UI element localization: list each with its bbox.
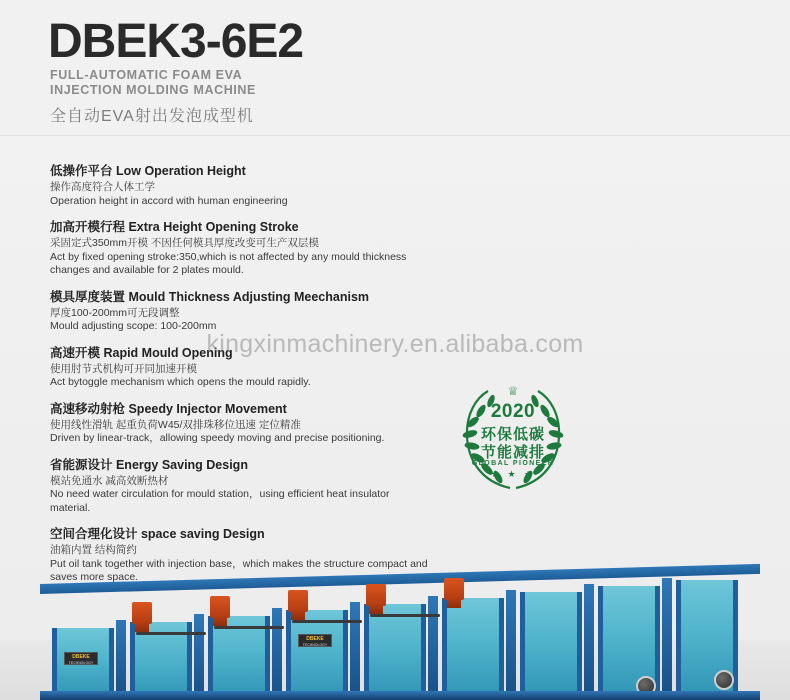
seal-line1: 环保低碳 xyxy=(480,426,545,443)
feature-desc-cn: 模站免通水 减高效断热材 xyxy=(50,474,169,487)
feature-list xyxy=(50,163,430,596)
machine-assembly xyxy=(40,570,760,700)
crown-icon: ♕ xyxy=(507,384,519,398)
feature-desc-cn: 使用线性滑轨 起重负荷W45/双排珠移位迅速 定位精准 xyxy=(50,418,301,431)
mould-station xyxy=(520,592,582,700)
support-post xyxy=(272,608,282,700)
hydraulic-pipe xyxy=(292,620,362,623)
watermark-text: kingxinmachinery.en.alibaba.com xyxy=(206,330,584,358)
page-title: DBEK3-6E2 xyxy=(48,15,304,68)
feature-desc-en: Driven by linear-track，allowing speedy moving and precise positioning. xyxy=(50,432,385,444)
feature-item xyxy=(50,401,430,446)
feature-item xyxy=(50,219,430,278)
seal-line2: 节能减排 xyxy=(480,444,545,461)
feature-desc-en: No need water circulation for mould station，using efficient heat insulator material. xyxy=(50,488,390,514)
feature-desc-en: Mould adjusting scope: 100-200mm xyxy=(50,320,217,332)
hydraulic-pipe xyxy=(214,626,284,629)
nameplate xyxy=(298,634,332,647)
feature-title: 低操作平台 Low Operation Height xyxy=(50,164,246,178)
page-header xyxy=(0,0,790,136)
feature-desc-cn: 操作高度符合人体工学 xyxy=(50,181,155,193)
feature-item xyxy=(50,163,430,208)
subtitle-english-line2: INJECTION MOLDING MACHINE xyxy=(50,83,256,97)
feature-title: 高速移动射枪 Speedy Injector Movement xyxy=(50,401,287,416)
support-post xyxy=(194,614,204,700)
material-hopper xyxy=(288,590,308,612)
feature-title: 省能源设计 Energy Saving Design xyxy=(50,457,248,472)
feature-item xyxy=(50,345,430,390)
mould-station xyxy=(442,598,504,700)
feature-desc-cn: 厚度100-200mm可无段调整 xyxy=(50,306,180,319)
feature-title: 空间合理化设计 space saving Design xyxy=(50,527,265,541)
feature-title: 高速开模 Rapid Mould Opening xyxy=(50,345,233,360)
handwheel xyxy=(714,670,734,690)
machine-photo xyxy=(0,540,790,700)
support-post xyxy=(584,584,594,700)
nameplate-line1: DBEKE xyxy=(306,636,324,642)
feature-desc-en: Operation height in accord with human engineering xyxy=(50,194,288,207)
seal-year: 2020 xyxy=(490,401,536,422)
mould-station xyxy=(286,610,348,700)
subtitle-english xyxy=(50,68,410,98)
material-hopper xyxy=(132,602,152,624)
material-hopper xyxy=(210,596,230,618)
hydraulic-pipe xyxy=(136,632,206,635)
feature-desc-en: Act by fixed opening stroke:350,which is not affected by any mould thickness changes and available for 2 plates mould. xyxy=(50,250,407,276)
feature-item xyxy=(50,289,430,334)
mould-station xyxy=(364,604,426,700)
support-post xyxy=(350,602,360,700)
feature-desc-en: Put oil tank together with injection base，which makes the structure compact and saves more space. xyxy=(50,557,428,583)
support-post xyxy=(428,596,438,700)
award-seal xyxy=(448,378,578,503)
seal-stars: ★ ★ ★ xyxy=(490,469,536,479)
feature-desc-cn: 使用肘节式机构可开同加速开模 xyxy=(50,362,197,375)
material-hopper xyxy=(444,578,464,600)
material-hopper xyxy=(366,584,386,606)
mould-station xyxy=(52,628,114,700)
feature-title: 加高开模行程 Extra Height Opening Stroke xyxy=(50,220,299,234)
base-rail xyxy=(40,691,760,700)
support-post xyxy=(506,590,516,700)
nameplate xyxy=(64,652,98,665)
nameplate-line1: DBEKE xyxy=(72,654,90,660)
nameplate-line2: TECHNOLOGY xyxy=(68,661,94,665)
feature-desc-en: Act bytoggle mechanism which opens the mould rapidly. xyxy=(50,376,311,388)
feature-title: 模具厚度装置 Mould Thickness Adjusting Meechanism xyxy=(50,289,370,304)
feature-item xyxy=(50,457,430,516)
subtitle-english-line1: FULL-AUTOMATIC FOAM EVA xyxy=(50,68,243,82)
feature-desc-cn: 采固定式350mm开模 不因任何模具厚度改变可生产双层模 xyxy=(50,237,319,249)
subtitle-chinese: 全自动EVA射出发泡成型机 xyxy=(50,108,254,125)
feature-desc-cn: 油箱内置 结构简约 xyxy=(50,544,137,556)
hydraulic-pipe xyxy=(370,614,440,617)
seal-subtitle: GLOBAL PIONEER xyxy=(471,460,555,467)
nameplate-line2: TECHNOLOGY xyxy=(302,643,328,647)
support-post xyxy=(662,578,672,700)
support-post xyxy=(116,620,126,700)
